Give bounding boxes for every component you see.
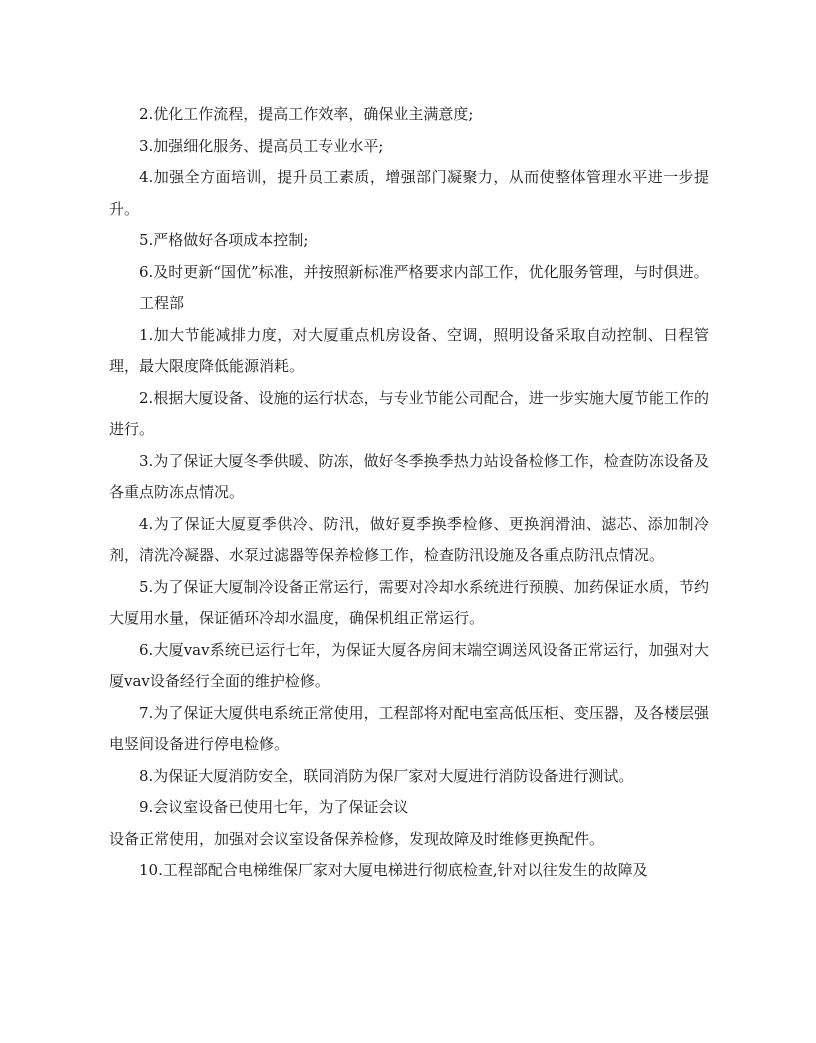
engineering-item-9-continued: 设备正常使用，加强对会议室设备保养检修，发现故障及时维修更换配件。 bbox=[109, 829, 605, 848]
engineering-item-6: 6.大厦vav系统已运行七年，为保证大厦各房间末端空调送风设备正常运行，加强对大厦vav设备经行全面的维护检修。 bbox=[109, 640, 709, 690]
engineering-item-3: 3.为了保证大厦冬季供暖、防冻，做好冬季换季热力站设备检修工作，检查防冻设备及各重点防冻点情况。 bbox=[109, 451, 709, 501]
paragraph-item-5: 5.严格做好各项成本控制; bbox=[139, 231, 309, 249]
engineering-item-9: 9.会议室设备已使用七年，为了保证会议 bbox=[139, 798, 409, 816]
engineering-item-1: 1.加大节能减排力度，对大厦重点机房设备、空调，照明设备采取自动控制、日程管理，最大限度降低能源消耗。 bbox=[109, 325, 709, 375]
engineering-item-2: 2.根据大厦设备、设施的运行状态，与专业节能公司配合，进一步实施大厦节能工作的进行。 bbox=[109, 388, 709, 438]
paragraph-item-6: 6.及时更新“国优”标准，并按照新标准严格要求内部工作，优化服务管理，与时俱进。 bbox=[139, 262, 709, 281]
paragraph-item-2: 2.优化工作流程，提高工作效率，确保业主满意度; bbox=[139, 105, 474, 123]
engineering-item-7: 7.为了保证大厦供电系统正常使用，工程部将对配电室高低压柜、变压器，及各楼层强电竖间设备进行停电检修。 bbox=[109, 703, 709, 753]
engineering-item-4: 4.为了保证大厦夏季供冷、防汛，做好夏季换季检修、更换润滑油、滤芯、添加制冷剂，清洗冷凝器、水泵过滤器等保养检修工作，检查防汛设施及各重点防汛点情况。 bbox=[109, 514, 709, 564]
engineering-item-5: 5.为了保证大厦制冷设备正常运行，需要对冷却水系统进行预膜、加药保证水质，节约大厦用水量，保证循环冷却水温度，确保机组正常运行。 bbox=[109, 577, 709, 627]
section-heading-engineering: 工程部 bbox=[139, 294, 185, 312]
paragraph-item-3: 3.加强细化服务、提高员工专业水平; bbox=[139, 136, 384, 155]
engineering-item-8: 8.为保证大厦消防安全，联同消防为保厂家对大厦进行消防设备进行测试。 bbox=[139, 766, 634, 785]
engineering-item-10: 10.工程部配合电梯维保厂家对大厦电梯进行彻底检查,针对以往发生的故障及 bbox=[139, 861, 648, 879]
document-page bbox=[109, 99, 709, 887]
paragraph-item-4: 4.加强全方面培训，提升员工素质，增强部门凝聚力，从而使整体管理水平进一步提升。 bbox=[109, 168, 709, 218]
